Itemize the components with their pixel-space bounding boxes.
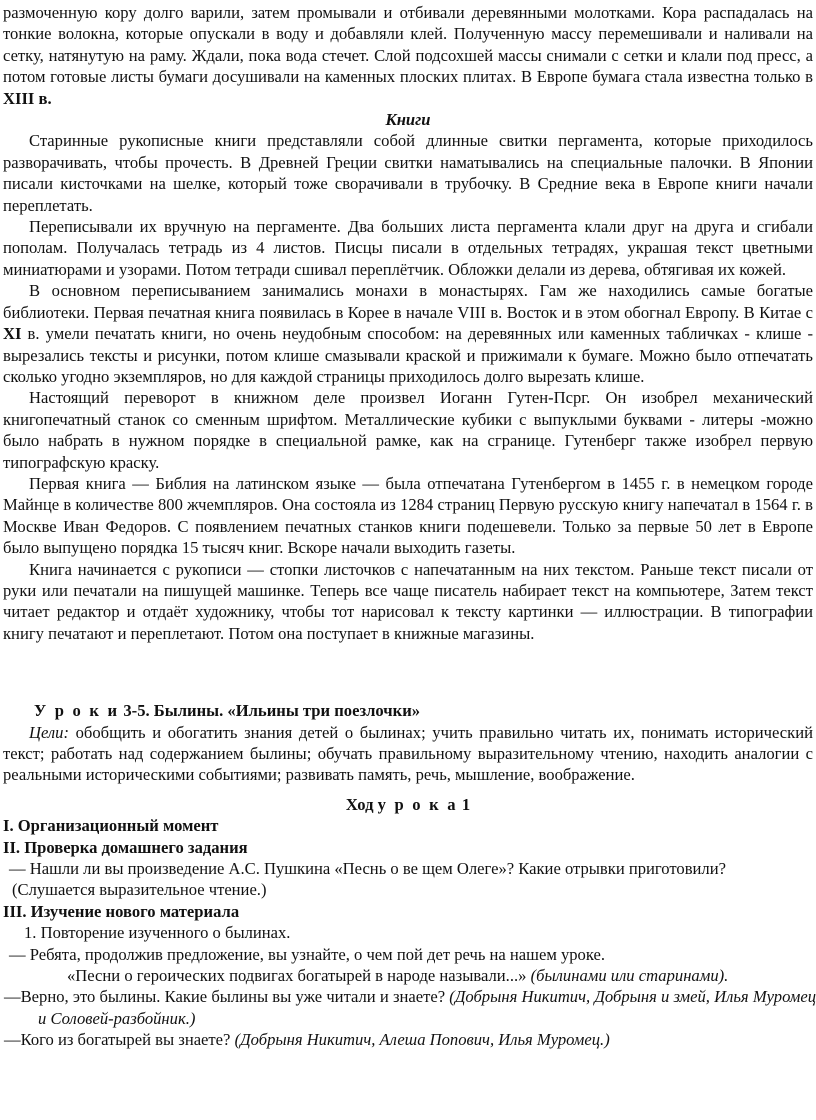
- stage-2-heading: II. Проверка домашнего задания: [3, 837, 248, 857]
- question-1-note: (Слушается выразительное чтение.): [12, 880, 267, 900]
- document-page: [0, 2, 816, 1051]
- paper-paragraph: [0, 2, 816, 109]
- lesson-title-rest: 3-5. Былины. «Ильины три поезлочки»: [119, 701, 421, 721]
- books-paragraph-3-a: В основном переписыванием занимались монахи в монастырях. Гам же находились самые богатые библиотеки. Первая печатная книга появилась в Корее в начале VIII в. Восток и в этом обогнал Европу. В Китае с: [3, 281, 813, 322]
- lesson-title: [0, 700, 816, 721]
- question-3-answer: (Добрыня Никитич, Добрыня и змей, Илья Муромец и Соловей-разбойник.): [38, 987, 816, 1028]
- books-paragraph-6: Книга начинается с рукописи — стопки листочков с напечатанным на них текстом. Раньше текст писали от руки или печатали на пишущей машинке. Теперь все чаще писатель набирает текст на компьютере, Затем текст читает редактор и отдаёт художнику, чтобы тот нарисовал к тексту картинки — иллюстрации. В типографии книгу печатают и переплетают. Потом она поступает в книжные магазины.: [3, 559, 813, 643]
- stage-1-heading: I. Организационный момент: [3, 816, 219, 836]
- goals-text: обобщить и обогатить знания детей о былинах; учить правильно читать их, понимать исторический текст; работать над содержанием былины; обучать правильному выразительному чтению, находить аналогии с реальными историческими событиями; развивать память, речь, мышление, воображение.: [3, 722, 813, 785]
- question-2: — Ребята, продолжив предложение, вы узнайте, о чем пой дет речь на нашем уроке.: [9, 944, 606, 964]
- step-1: 1. Повторение изученного о былинах.: [24, 923, 291, 943]
- lesson-course-heading: [0, 794, 816, 815]
- question-4-text: —Кого из богатырей вы знаете?: [4, 1030, 235, 1050]
- lesson-goals: [0, 722, 816, 786]
- quote-answer: (былинами или старинами).: [526, 966, 729, 986]
- lesson-word: У р о к и: [34, 701, 120, 721]
- century-bold: XIII в.: [3, 88, 52, 108]
- question-4-answer: (Добрыня Никитич, Алеша Попович, Илья Муромец.): [234, 1030, 610, 1050]
- books-paragraph-3-b: в. умели печатать книги, но очень неудобным способом: на деревянных или каменных табличках - клише - вырезались тексты и рисунки, потом клише смазывали краской и прижимали к бумаге. Можно было отпечатать сколько угодно экземпляров, но для каждой страницы приходилось долго вырезать клише.: [3, 324, 813, 386]
- question-3: [0, 986, 816, 1029]
- course-spaced-word: у р о к а: [377, 794, 458, 814]
- question-3-text: —Верно, это былины. Какие былины вы уже читали и знаете?: [4, 987, 450, 1007]
- books-paragraph-2: Переписывали их вручную на пергаменте. Два больших листа пергамента клали друг на друга и сгибали пополам. Получалась тетрадь из 4 листов. Писцы писали в отдельных тетрадях, украшая текст цветными миниатюрами и узорами. Потом тетради сшивал переплётчик. Обложки делали из дерева, обтягивая их кожей.: [3, 217, 813, 279]
- course-word: Ход: [345, 794, 378, 814]
- books-heading: Книги: [385, 110, 431, 130]
- paper-text: размоченную кору долго варили, затем промывали и отбивали деревянными молотками. Кора распадалась на тонкие волокна, которые опускали в воду и добавляли клей. Полученную массу перемешивали и наливали на сетку, натянутую на раму. Ждали, пока вода стечет. Слой подсохшей массы снимали с сетки и клали под пресс, а потом готовые листы бумаги досушивали на каменных плоских плитах. В Европе бумага стала известна только в: [3, 3, 813, 87]
- quote-text: «Песни о героических подвигах богатырей в народе называли...»: [67, 966, 527, 986]
- small-gap: [0, 786, 816, 794]
- section-gap: [0, 644, 816, 700]
- quote-line: [0, 965, 816, 986]
- century-xi-bold: XI: [3, 324, 22, 344]
- question-4: [0, 1029, 816, 1050]
- question-1: — Нашли ли вы произведение А.С. Пушкина «Песнь о ве щем Олеге»? Какие отрывки приготовили?: [9, 859, 726, 879]
- books-paragraph-3: [0, 280, 816, 387]
- books-paragraph-5: Первая книга — Библия на латинском языке — была отпечатана Гутенбергом в 1455 г. в немецком городе Майнце в количестве 800 жчемпляров. Она состояла из 1284 страниц Первую русскую книгу напечатал в 1564 г. в Москве Иван Федоров. С появлением печатных станков книги подешевели. Только за первые 50 лет в Европе было выпущено порядка 15 тысяч книг. Вскоре начали выходить газеты.: [3, 473, 813, 558]
- goals-label: Цели:: [29, 722, 69, 742]
- stage-3-heading: III. Изучение нового материала: [3, 901, 240, 921]
- books-paragraph-4: Настоящий переворот в книжном деле произвел Иоганн Гутен-Псрг. Он изобрел механический книгопечатный станок со сменным шрифтом. Металлические кубики с выпуклыми буквами - литеры -можно было набрать в нужном порядке в специальной рамке, как на сгранице. Гутенберг также изобрел первую типографскую краску.: [3, 388, 813, 472]
- course-number: 1: [457, 794, 471, 814]
- books-paragraph-1: Старинные рукописные книги представляли собой длинные свитки пергамента, которые приходилось разворачивать, чтобы прочесть. В Древней Греции свитки наматывались на специальные палочки. В Японии писали кисточками на шелке, который тоже сворачивали в трубочку. В Средние века в Европе книги начали переплетать.: [3, 131, 813, 215]
